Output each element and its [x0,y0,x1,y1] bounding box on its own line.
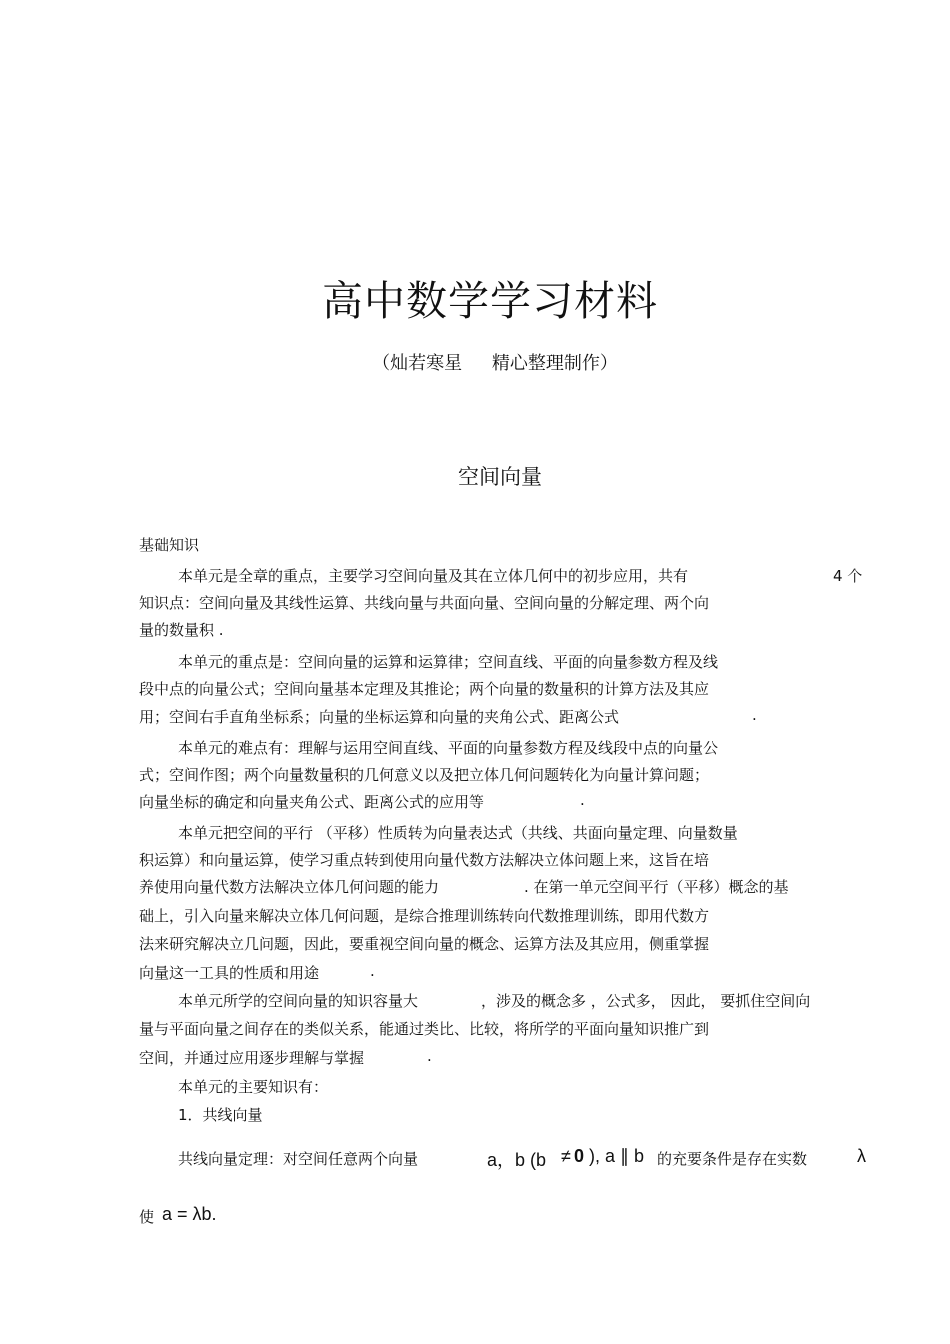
theorem-lambda: λ [857,1146,866,1166]
theorem-use: 使 [139,1208,155,1226]
theorem-formula: a = λb. [162,1204,217,1224]
p1-line1: 本单元是全章的重点，主要学习空间向量及其在立体几何中的初步应用，共有 [178,567,689,585]
list-item-1: 1．共线向量 [178,1106,263,1124]
p1-line1-num: 4 个 [833,567,863,585]
theorem-zero: 0 [574,1146,585,1166]
p3-line2: 式；空间作图；两个向量数量积的几何意义以及把立体几何问题转化为向量计算问题； [139,766,710,784]
theorem-neq: ≠ [561,1146,571,1166]
p5-line3: 空间，并通过应用逐步理解与掌握 [139,1049,365,1067]
theorem-condition: ), a ∥ b [589,1146,645,1166]
p4-line3: 养使用向量代数方法解决立体几何问题的能力 [139,878,440,896]
theorem-vectors: a，b (b [487,1150,547,1170]
p4-line2: 积运算）和向量运算，使学习重点转到使用向量代数方法解决立体问题上来，这旨在培 [139,851,710,869]
p5-line1a: 本单元所学的空间向量的知识容量大 [178,992,419,1010]
p6-line: 本单元的主要知识有： [178,1078,329,1096]
document-title: 高中数学学习材料 [322,277,658,325]
p3-line3: 向量坐标的确定和向量夹角公式、距离公式的应用等 [139,793,485,811]
p4-line6-end: . [370,962,375,980]
p4-line6: 向量这一工具的性质和用途 [139,964,320,982]
p4-line3-end: . 在第一单元空间平行（平移）概念的基 [524,878,789,896]
p1-line2: 知识点：空间向量及其线性运算、共线向量与共面向量、空间向量的分解定理、两个向 [139,594,710,612]
p1-line3: 量的数量积 . [139,621,224,639]
p5-line3-end: . [427,1047,432,1065]
theorem-prefix: 共线向量定理：对空间任意两个向量 [178,1150,419,1168]
p3-line1: 本单元的难点有：理解与运用空间直线、平面的向量参数方程及线段中点的向量公 [178,739,719,757]
p4-line1: 本单元把空间的平行 （平移）性质转为向量表达式（共线、共面向量定理、向量数量 [178,824,738,842]
p3-line3-end: . [580,791,585,809]
p2-line3: 用；空间右手直角坐标系；向量的坐标运算和向量的夹角公式、距离公式 [139,708,620,726]
p2-line2: 段中点的向量公式；空间向量基本定理及其推论；两个向量的数量积的计算方法及其应 [139,680,710,698]
p2-line3-end: . [752,706,757,724]
unit-title: 空间向量 [458,465,542,489]
p5-line2: 量与平面向量之间存在的类似关系，能通过类比、比较，将所学的平面向量知识推广到 [139,1020,710,1038]
theorem-suffix: 的充要条件是存在实数 [657,1150,808,1168]
document-subtitle: （灿若寒星 精心整理制作） [372,353,618,374]
p4-line5: 法来研究解决立几问题，因此，要重视空间向量的概念、运算方法及其应用，侧重掌握 [139,935,710,953]
p2-line1: 本单元的重点是：空间向量的运算和运算律；空间直线、平面的向量参数方程及线 [178,653,719,671]
p5-line1b: ，涉及的概念多 ，公式多， 因此， 要抓住空间向 [481,992,811,1010]
section-heading: 基础知识 [139,536,200,554]
p4-line4: 础上，引入向量来解决立体几何问题，是综合推理训练转向代数推理训练，即用代数方 [139,907,710,925]
